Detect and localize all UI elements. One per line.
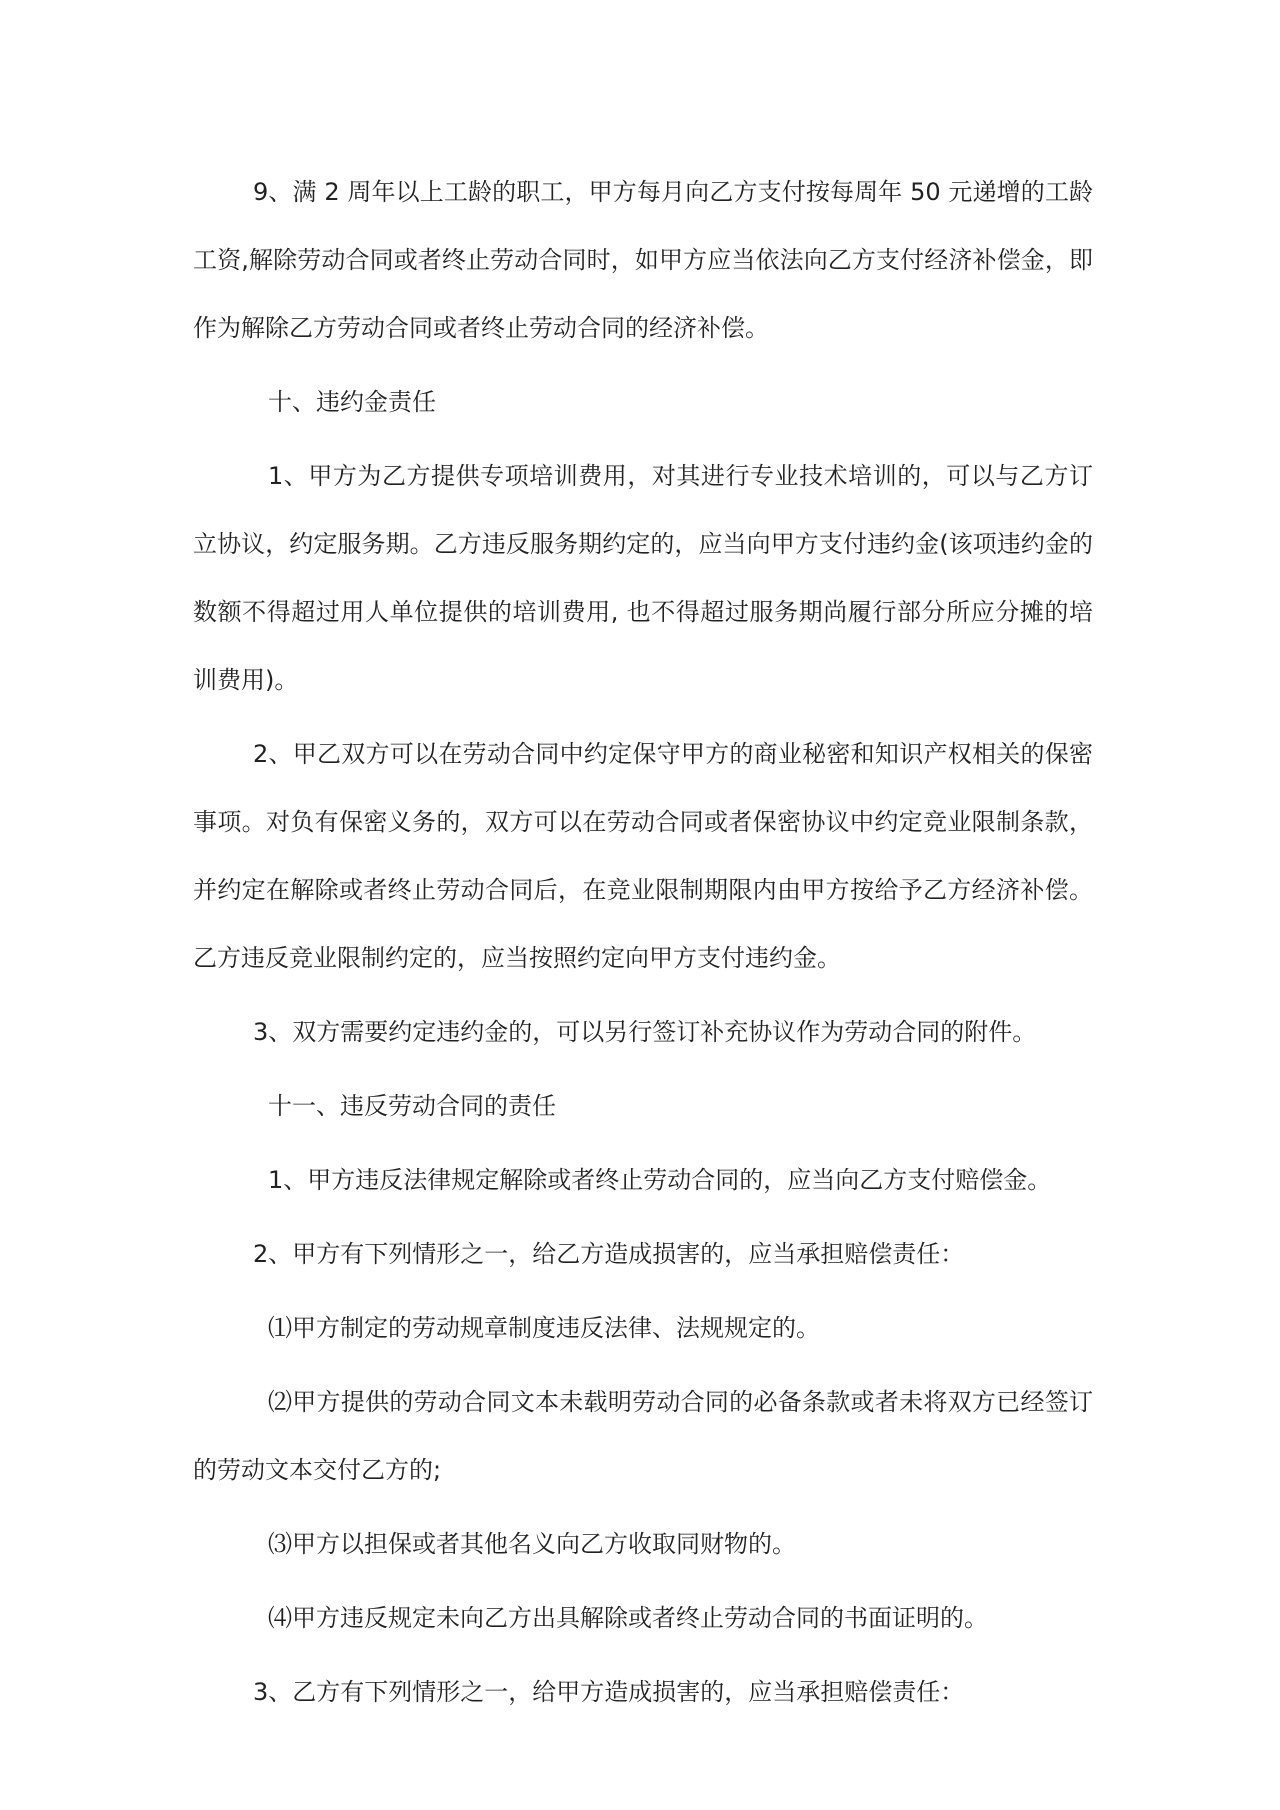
clause-11-2-paragraph: 2、甲方有下列情形之一，给乙方造成损害的，应当承担赔偿责任： <box>253 1240 965 1268</box>
clause-10-1-paragraph: 1、甲方为乙方提供专项培训费用，对其进行专业技术培训的，可以与乙方订立协议，约定服务期。乙方违反服务期约定的，应当向甲方支付违约金(该项违约金的数额不得超过用人单位提供的培训费用, 也不得超过服务期尚履行部分所应分摊的培训费用)。 <box>193 462 1093 694</box>
section-10-heading: 十、违约金责任 <box>268 388 436 416</box>
clause-10-3-paragraph: 3、双方需要约定违约金的，可以另行签订补充协议作为劳动合同的附件。 <box>253 1018 1037 1046</box>
clause-11-2-item-2: ⑵甲方提供的劳动合同文本未载明劳动合同的必备条款或者未将双方已经签订的劳动文本交付乙方的; <box>193 1388 1093 1484</box>
clause-11-2-item-3: ⑶甲方以担保或者其他名义向乙方收取同财物的。 <box>268 1530 796 1558</box>
clause-9-paragraph: 9、满 2 周年以上工龄的职工，甲方每月向乙方支付按每周年 50 元递增的工龄工资,解除劳动合同或者终止劳动合同时，如甲方应当依法向乙方支付经济补偿金，即作为解除乙方劳动合同或者终止劳动合同的经济补偿。 <box>193 178 1093 342</box>
section-11-heading: 十一、违反劳动合同的责任 <box>268 1092 556 1120</box>
clause-11-2-item-4: ⑷甲方违反规定未向乙方出具解除或者终止劳动合同的书面证明的。 <box>268 1604 988 1632</box>
clause-10-2-paragraph: 2、甲乙双方可以在劳动合同中约定保守甲方的商业秘密和知识产权相关的保密事项。对负有保密义务的，双方可以在劳动合同或者保密协议中约定竞业限制条款，并约定在解除或者终止劳动合同后，在竞业限制期限内由甲方按给予乙方经济补偿。乙方违反竞业限制约定的，应当按照约定向甲方支付违约金。 <box>193 740 1093 972</box>
clause-11-2-item-1: ⑴甲方制定的劳动规章制度违反法律、法规规定的。 <box>268 1314 820 1342</box>
clause-11-3-paragraph: 3、乙方有下列情形之一，给甲方造成损害的，应当承担赔偿责任： <box>253 1678 965 1706</box>
document-body <box>193 158 1093 1732</box>
clause-11-1-paragraph: 1、甲方违反法律规定解除或者终止劳动合同的，应当向乙方支付赔偿金。 <box>268 1166 1052 1194</box>
